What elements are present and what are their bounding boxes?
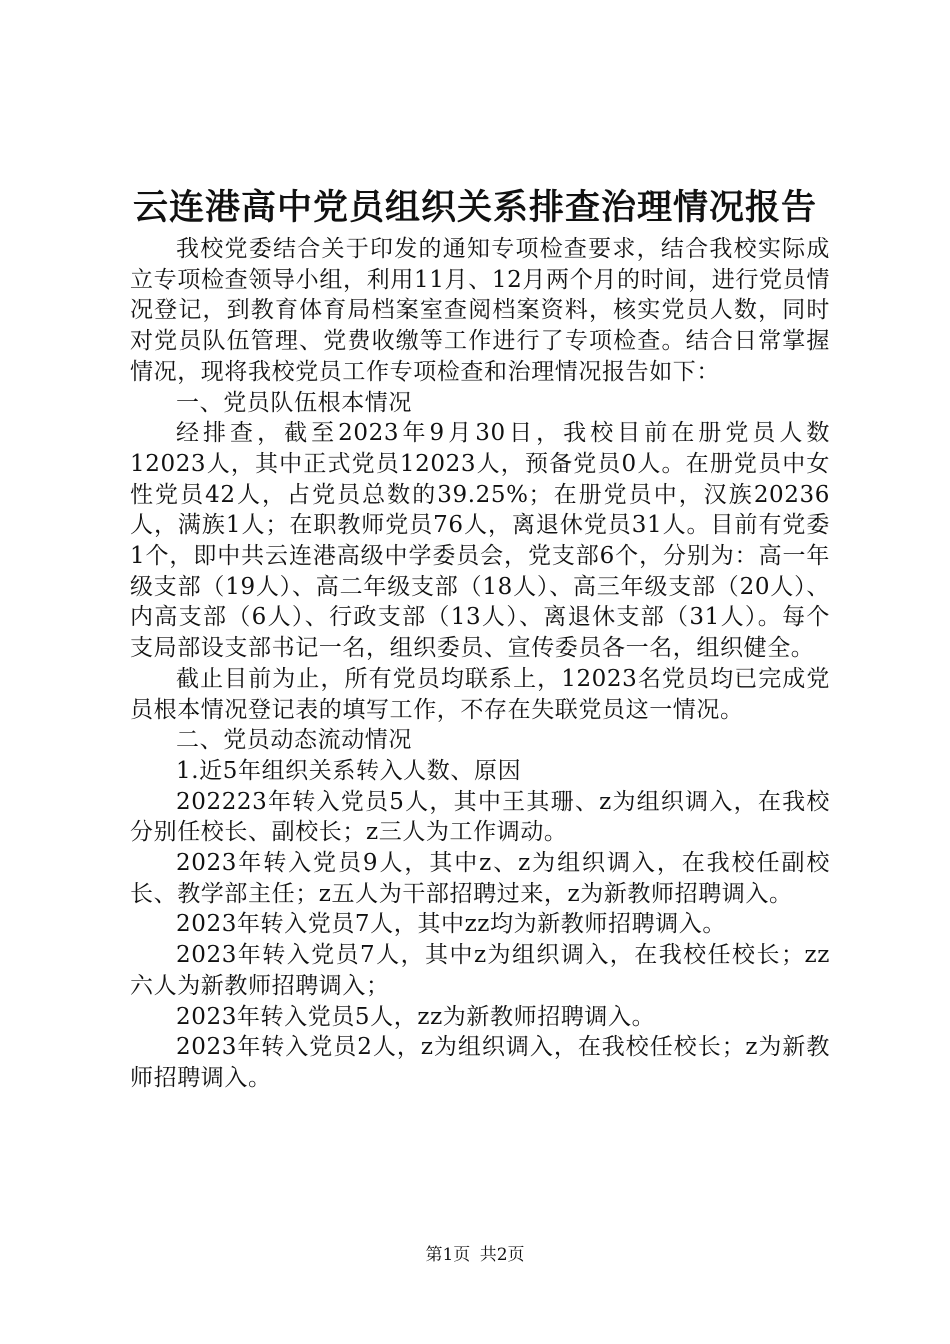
paragraph-transfer-year-3: 2023年转入党员7人，其中zz均为新教师招聘调入。 (176, 911, 727, 938)
paragraph-contact-status: 截止目前为止，所有党员均联系上，12023名党员均已完成党员根本情况登记表的填写工作，不存在失联党员这一情况。 (130, 665, 830, 723)
paragraph-intro: 我校党委结合关于印发的通知专项检查要求，结合我校实际成立专项检查领导小组，利用11月、12月两个月的时间，进行党员情况登记，到教育体育局档案室查阅档案资料，核实党员人数，同时对党员队伍管理、党费收缴等工作进行了专项检查。结合日常掌握情况，现将我校党员工作专项检查和治理情况报告如下： (130, 236, 830, 385)
page-number-current: 第1页 (425, 1245, 471, 1265)
paragraph-transfer-year-6: 2023年转入党员2人，z为组织调入，在我校任校长；z为新教师招聘调入。 (130, 1034, 830, 1091)
document-title: 云连港高中党员组织关系排查治理情况报告 (132, 187, 817, 228)
subsection-heading-1: 1.近5年组织关系转入人数、原因 (176, 757, 522, 784)
section-heading-1: 一、党员队伍根本情况 (176, 389, 412, 416)
section-heading-2: 二、党员动态流动情况 (176, 727, 412, 754)
paragraph-transfer-year-5: 2023年转入党员5人，zz为新教师招聘调入。 (176, 1003, 656, 1030)
paragraph-transfer-year-1: 202223年转入党员5人，其中王其珊、z为组织调入，在我校分别任校长、副校长；z三人为工作调动。 (130, 788, 830, 846)
paragraph-membership-stats: 经排查，截至2023年9月30日，我校目前在册党员人数12023人，其中正式党员12023人，预备党员0人。在册党员中女性党员42人，占党员总数的39.25%；在册党员中，汉族20236人，满族1人；在职教师党员76人，离退休党员31人。目前有党委1个，即中共云连港高级中学委员会，党支部6个，分别为：高一年级支部（19人）、高二年级支部（18人）、高三年级支部（20人）、内高支部（6人）、行政支部（13人）、离退休支部（31人）。每个支局部设支部书记一名，组织委员、宣传委员各一名，组织健全。 (130, 420, 830, 662)
paragraph-transfer-year-2: 2023年转入党员9人，其中z、z为组织调入，在我校任副校长、教学部主任；z五人为干部招聘过来，z为新教师招聘调入。 (130, 850, 830, 907)
document-body (130, 234, 830, 1094)
page-number-total: 共2页 (479, 1245, 525, 1265)
paragraph-transfer-year-4: 2023年转入党员7人，其中z为组织调入，在我校任校长；zz六人为新教师招聘调入； (130, 942, 830, 999)
page-footer (0, 1243, 950, 1267)
